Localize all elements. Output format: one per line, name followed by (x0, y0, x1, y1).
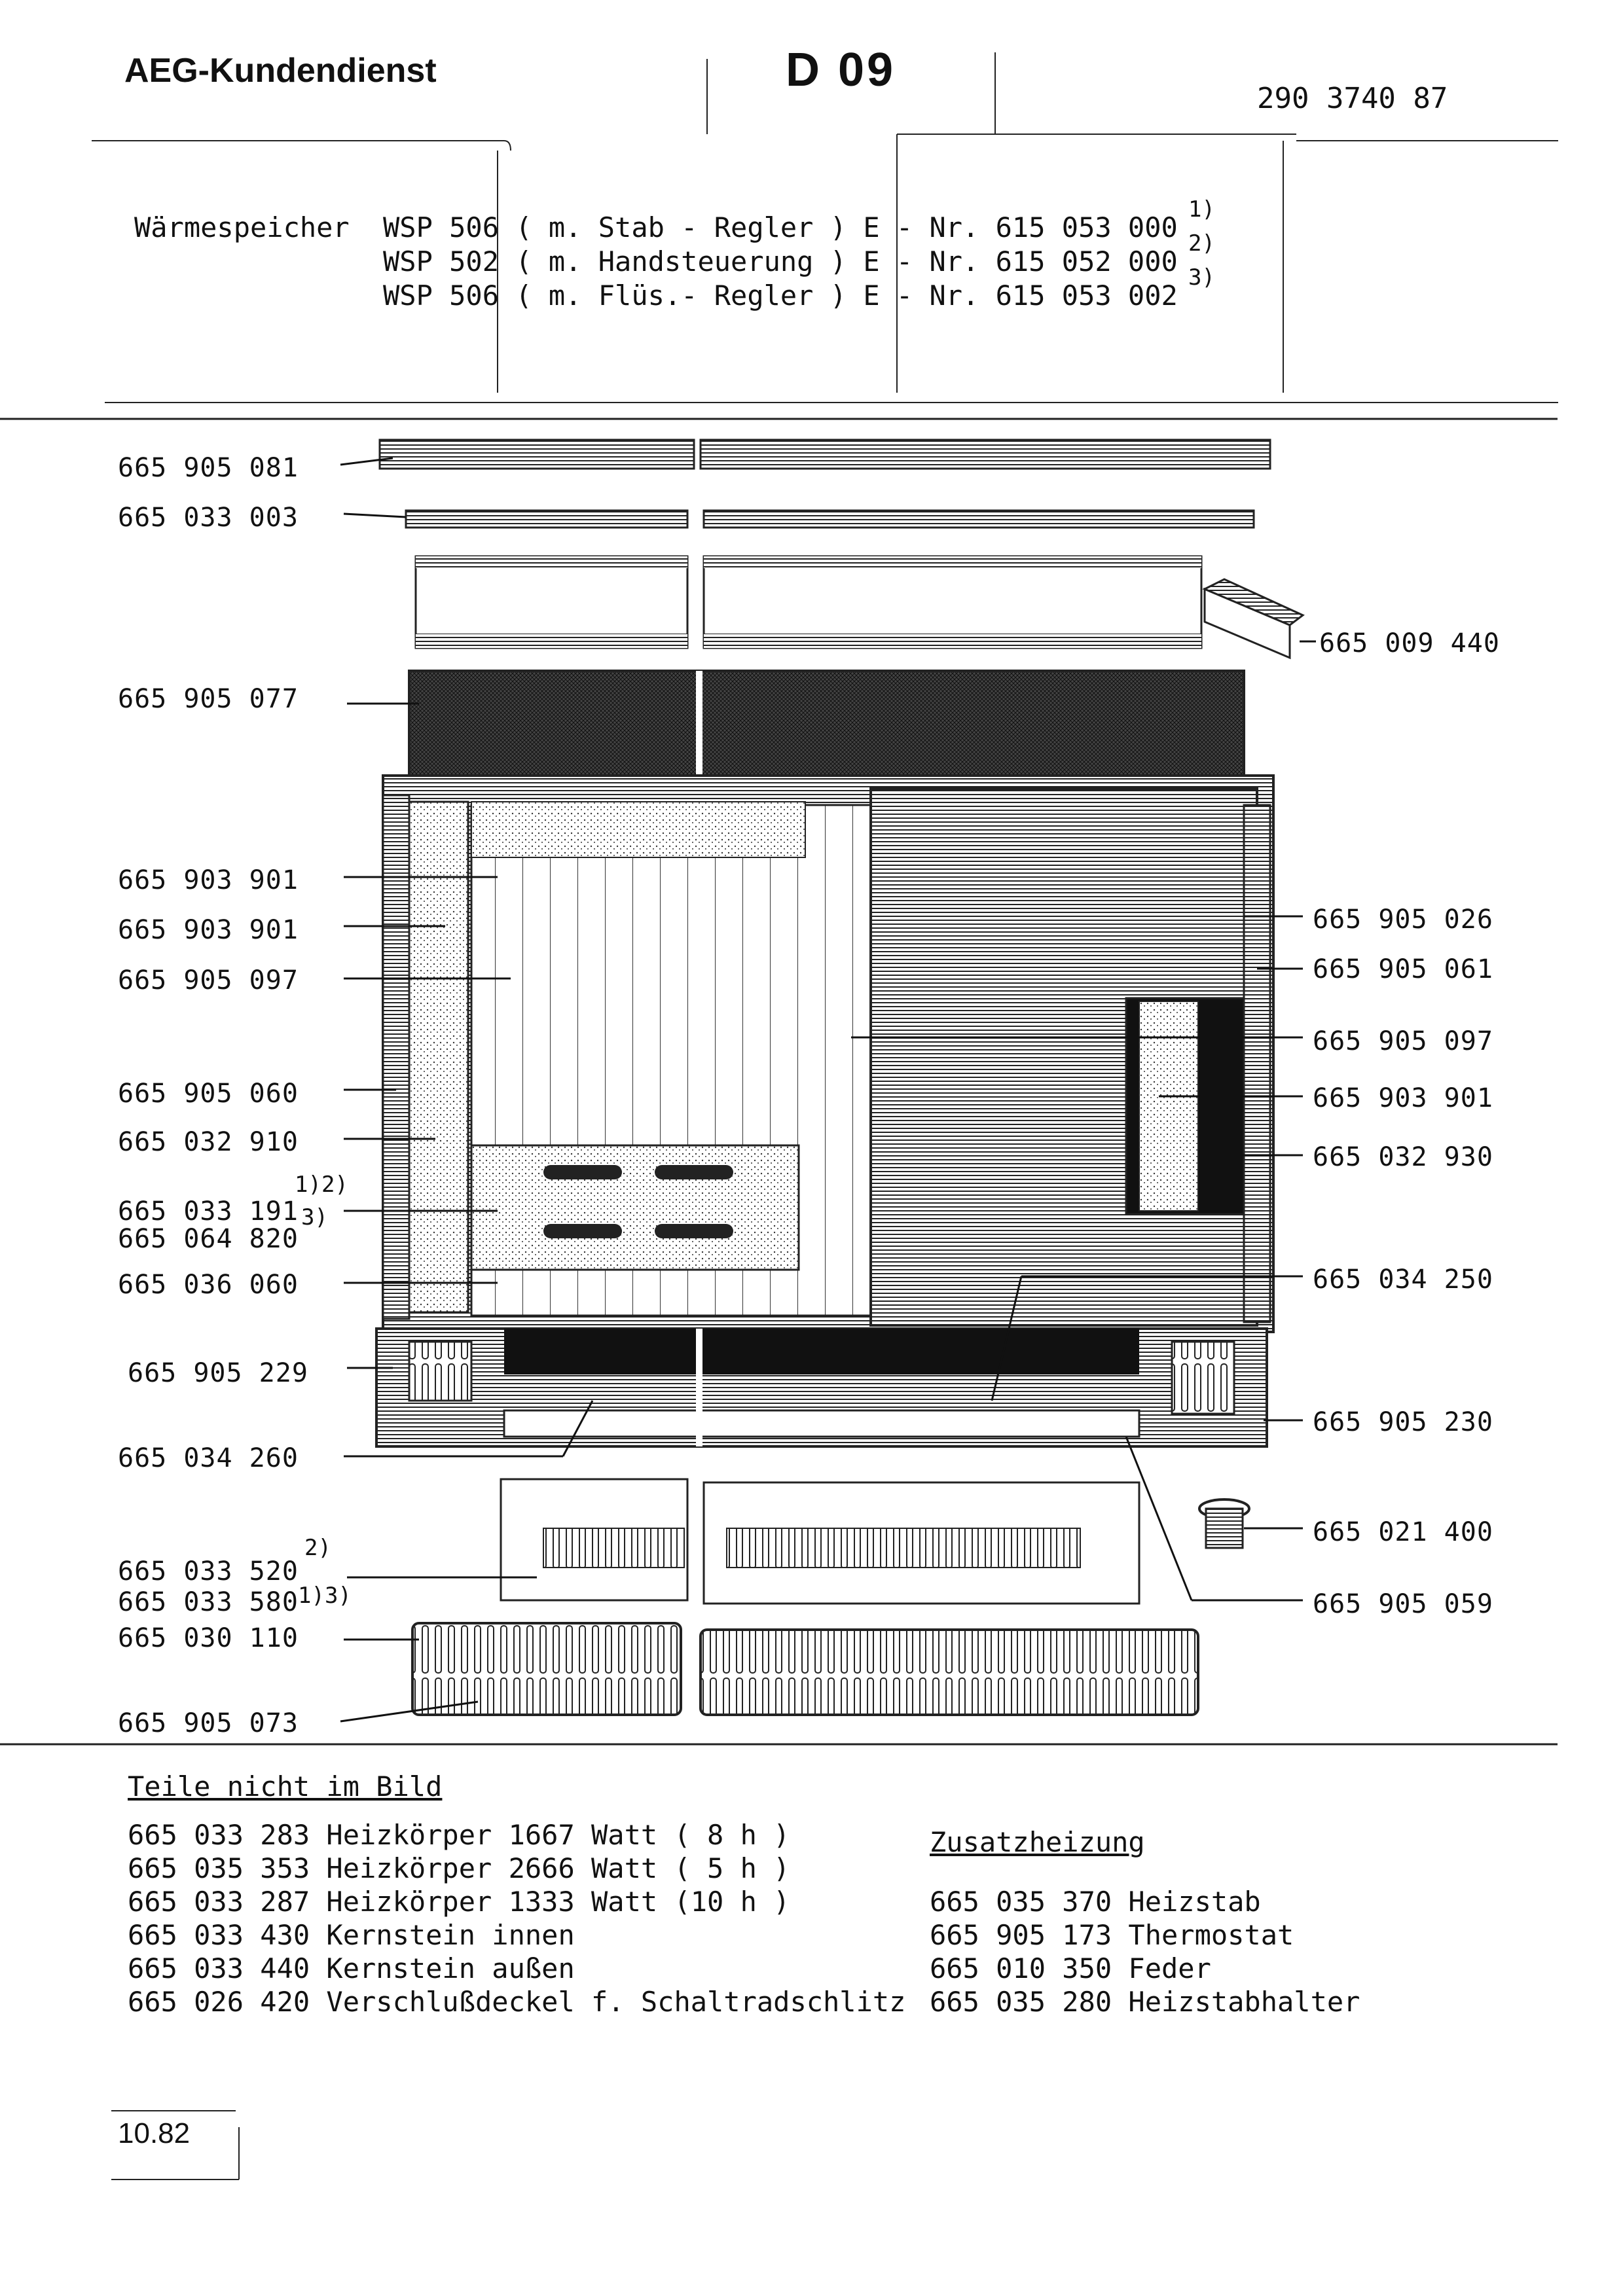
base-channel (504, 1329, 1139, 1374)
top-insulation-layer (471, 802, 805, 857)
bracket-part (1205, 579, 1303, 658)
part-number-label: 665 033 003 (118, 503, 299, 533)
right-core-stack (1139, 1001, 1198, 1211)
model-name: WSP 506 (383, 279, 500, 312)
model-variant: ( m. Stab - Regler ) (515, 211, 847, 243)
base-rail (504, 1410, 1139, 1437)
part-number-label: 665 903 901 (118, 915, 299, 945)
part-number-label: 665 905 081 (118, 453, 299, 483)
list-item: 665 026 420 Verschlußdeckel f. Schaltradschlitz (128, 1986, 906, 2018)
footnote-marker: 3) (1188, 264, 1215, 291)
rail-part (406, 511, 687, 528)
list-item: 665 035 280 Heizstabhalter (930, 1986, 1360, 2018)
left-vent (409, 1342, 471, 1401)
part-number-label: 665 905 097 (118, 965, 299, 996)
left-side-panel (383, 795, 409, 1319)
part-number-label: 665 905 061 (1313, 954, 1493, 984)
rail-part (704, 511, 1254, 528)
front-grille-part (701, 1630, 1198, 1715)
parts-not-shown-title: Teile nicht im Bild (128, 1770, 443, 1803)
additional-heating-list (930, 1885, 1360, 2018)
list-item: 665 905 173 Thermostat (930, 1919, 1294, 1951)
model-name: WSP 502 (383, 245, 500, 278)
callout-note: 2) (304, 1535, 331, 1561)
list-item: 665 035 370 Heizstab (930, 1886, 1261, 1918)
model-variant: ( m. Flüs.- Regler ) (515, 279, 847, 312)
callout-note: 1)3) (298, 1583, 352, 1609)
part-number-label: 665 032 930 (1313, 1142, 1493, 1172)
part-number-label: 665 033 520 (118, 1556, 299, 1587)
part-number-label: 665 905 059 (1313, 1589, 1493, 1619)
callout-note: 3) (301, 1204, 328, 1230)
document-number: 290 3740 87 (1257, 82, 1448, 115)
document-code: D 09 (786, 44, 896, 96)
left-core-stack (409, 802, 468, 1312)
right-side-panel (1244, 805, 1270, 1322)
part-number-label: 665 033 191 (118, 1196, 299, 1227)
part-number-label: 665 064 820 (118, 1224, 299, 1254)
heating-element-block (471, 1145, 799, 1270)
footnote-marker: 2) (1188, 230, 1215, 257)
part-number-label: 665 903 901 (1313, 1083, 1493, 1113)
part-number-label: 665 905 073 (118, 1708, 299, 1738)
part-number-label: 665 030 110 (118, 1623, 299, 1653)
brand-title: AEG-Kundendienst (124, 52, 437, 90)
part-number-label: 665 905 026 (1313, 905, 1493, 935)
list-item: 665 033 430 Kernstein innen (128, 1919, 575, 1951)
part-number-label: 665 903 901 (118, 865, 299, 895)
list-item: 665 033 440 Kernstein außen (128, 1952, 575, 1984)
footnote-marker: 1) (1188, 196, 1215, 223)
list-item: 665 033 287 Heizkörper 1333 Watt (10 h ) (128, 1886, 790, 1918)
part-number-label: 665 009 440 (1319, 628, 1500, 658)
part-number-label: 665 034 250 (1313, 1265, 1493, 1295)
part-number-label: 665 905 230 (1313, 1407, 1493, 1437)
top-strip-part (380, 440, 694, 469)
right-vent (1172, 1342, 1234, 1414)
list-item: 665 033 283 Heizkörper 1667 Watt ( 8 h ) (128, 1819, 790, 1851)
part-number-label: 665 021 400 (1313, 1517, 1493, 1547)
back-grille-part (409, 671, 1244, 782)
part-number-label: 665 032 910 (118, 1127, 299, 1157)
model-variant: ( m. Handsteuerung ) (515, 245, 847, 278)
model-enr: E - Nr. 615 053 002 (863, 279, 1178, 312)
part-number-label: 665 905 097 (1313, 1026, 1493, 1056)
part-number-label: 665 036 060 (118, 1270, 299, 1300)
part-number-label: 665 034 260 (118, 1443, 299, 1473)
model-enr: E - Nr. 615 052 000 (863, 245, 1178, 278)
callout-note: 1)2) (295, 1172, 348, 1198)
list-item: 665 035 353 Heizkörper 2666 Watt ( 5 h ) (128, 1852, 790, 1884)
model-name: WSP 506 (383, 211, 500, 243)
part-number-label: 665 905 060 (118, 1079, 299, 1109)
part-number-label: 665 905 229 (128, 1358, 308, 1388)
cap-part (1199, 1499, 1249, 1548)
additional-heating-title: Zusatzheizung (930, 1826, 1145, 1858)
model-enr: E - Nr. 615 053 000 (863, 211, 1178, 243)
top-strip-part (701, 440, 1270, 469)
model-category: Wärmespeicher (134, 211, 350, 243)
list-item: 665 010 350 Feder (930, 1952, 1211, 1984)
parts-not-shown-list (128, 1818, 905, 2018)
front-grille-part (412, 1623, 681, 1715)
part-number-label: 665 033 580 (118, 1587, 299, 1617)
part-number-label: 665 905 077 (118, 684, 299, 714)
print-date: 10.82 (118, 2117, 191, 2149)
